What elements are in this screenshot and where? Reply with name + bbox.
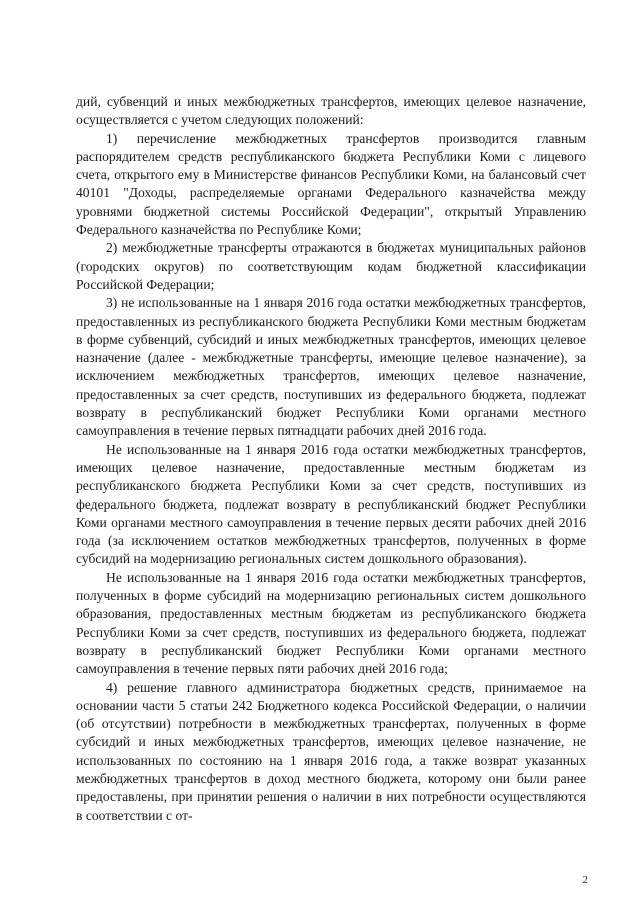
paragraph-continuation: дий, субвенций и иных межбюджетных трансфертов, имеющих целевое назначение, осуществляется с учетом следующих положений:: [76, 94, 586, 128]
document-body: [76, 93, 586, 825]
paragraph-item-3-part-2: Не использованные на 1 января 2016 года остатки межбюджетных трансфертов, имеющих целевое назначение, предоставленные местным бюджетам из республиканского бюджета Республики Коми за счет средств, поступивших из федерального бюджета, подлежат возврату в республиканский бюджет Республики Коми органами местного самоуправления в течение первых десяти рабочих дней 2016 года (за исключением остатков межбюджетных трансфертов, полученных в форме субсидий на модернизацию региональных систем дошкольного образования).: [76, 441, 586, 567]
paragraph-item-4: 4) решение главного администратора бюджетных средств, принимаемое на основании части 5 статьи 242 Бюджетного кодекса Российской Федерации, о наличии (об отсутствии) потребности в межбюджетных трансфертах, полученных в форме субсидий и иных межбюджетных трансфертов, имеющих целевое назначение, не использованных по состоянию на 1 января 2016 года, а также возврат указанных межбюджетных трансфертов в доход местного бюджета, которому они были ранее предоставлены, при принятии решения о наличии в них потребности осуществляются в соответствии с от-: [76, 679, 586, 823]
paragraph-item-3: 3) не использованные на 1 января 2016 года остатки межбюджетных трансфертов, предоставленных из республиканского бюджета Республики Коми местным бюджетам в форме субвенций, субсидий и иных межбюджетных трансфертов, имеющих целевое назначение (далее - межбюджетные трансферты, имеющие целевое назначение), за исключением межбюджетных трансфертов, имеющих целевое назначение, предоставленных за счет средств, поступивших из федерального бюджета, подлежат возврату в республиканский бюджет Республики Коми органами местного самоуправления в течение первых пятнадцати рабочих дней 2016 года.: [76, 295, 586, 439]
paragraph-item-3-part-3: Не использованные на 1 января 2016 года остатки межбюджетных трансфертов, полученных в форме субсидий на модернизацию региональных систем дошкольного образования, предоставленных местным бюджетам из республиканского бюджета Республики Коми за счет средств, поступивших из федерального бюджета, подлежат возврату в республиканский бюджет Республики Коми органами местного самоуправления в течение первых пяти рабочих дней 2016 года;: [76, 569, 586, 677]
paragraph-item-1: 1) перечисление межбюджетных трансфертов производится главным распорядителем средств республиканского бюджета Республики Коми с лицевого счета, открытого ему в Министерстве финансов Республики Коми, на балансовый счет 40101 "Доходы, распределяемые органами Федерального казначейства между уровнями бюджетной системы Российской Федерации", открытый Управлению Федерального казначейства по Республике Коми;: [76, 130, 586, 238]
paragraph-item-2: 2) межбюджетные трансферты отражаются в бюджетах муниципальных районов (городских округов) по соответствующим кодам бюджетной классификации Российской Федерации;: [76, 240, 586, 292]
page-number: 2: [582, 874, 588, 886]
